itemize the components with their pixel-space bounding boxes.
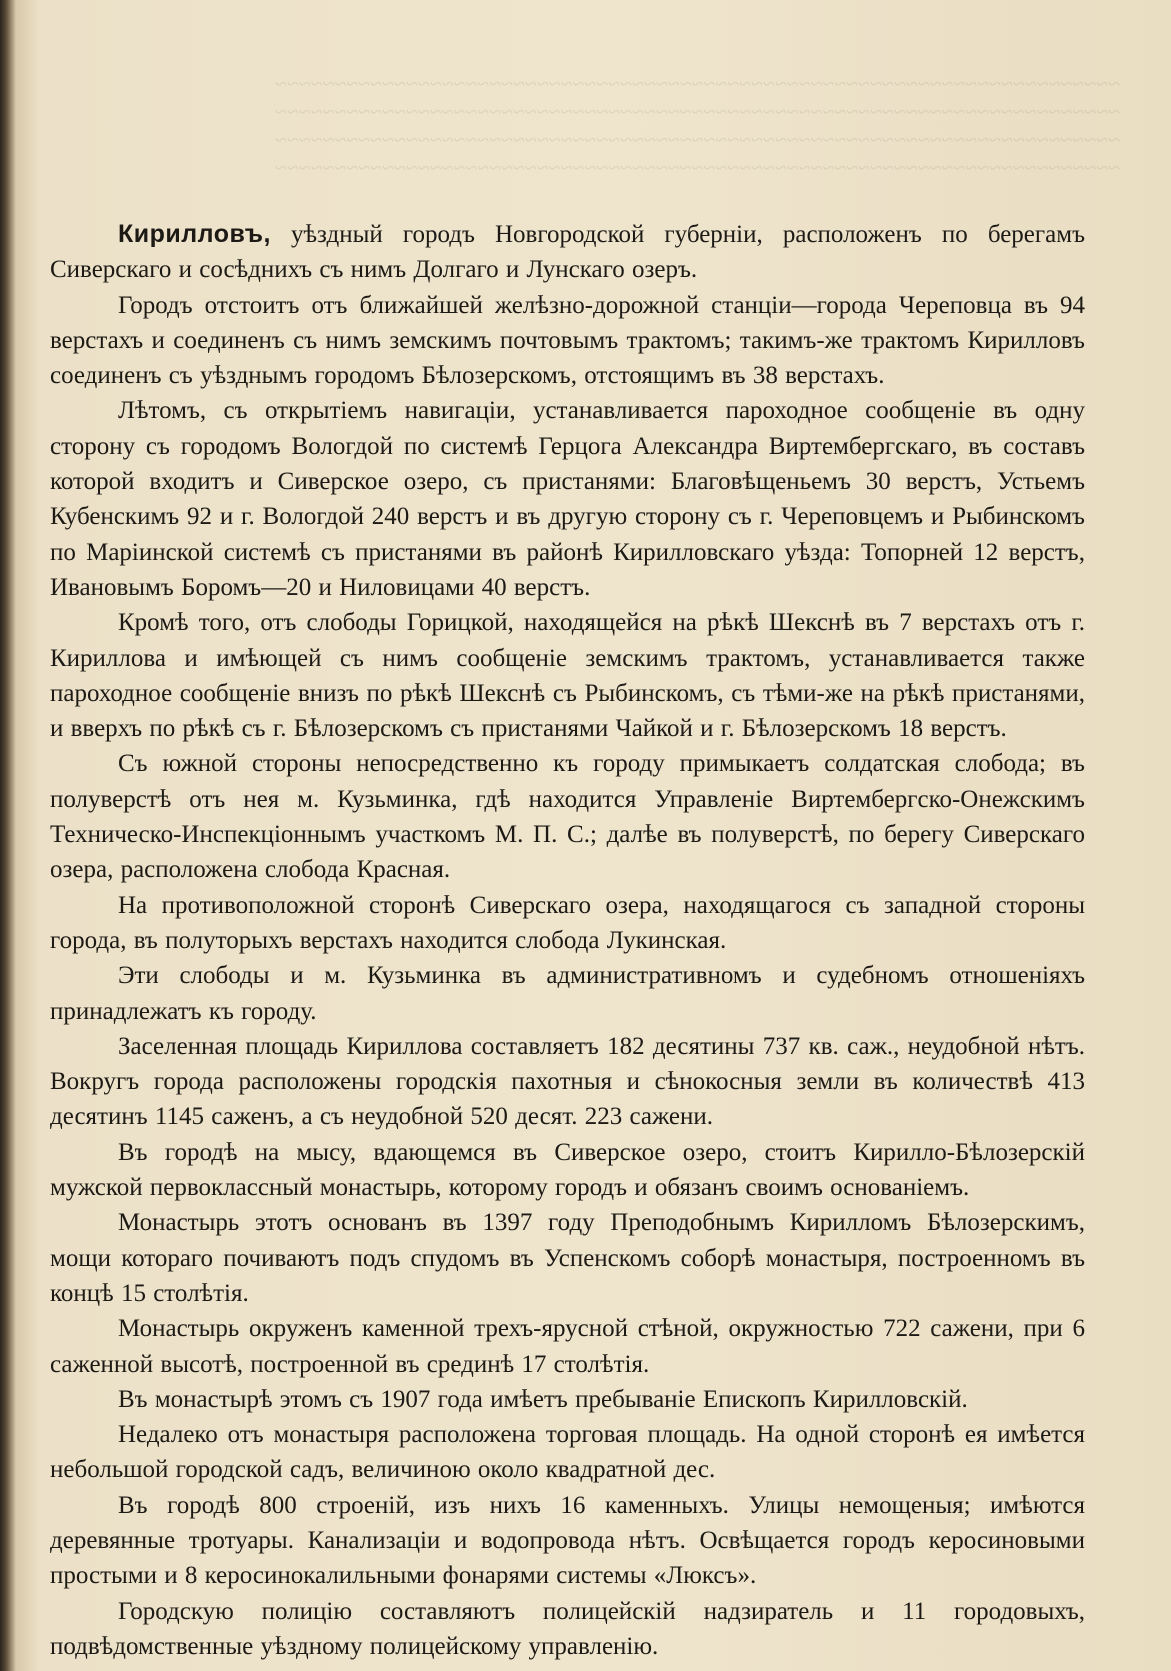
paragraph: Монастырь окруженъ каменной трехъ-ярусной стѣной, окружностью 722 сажени, при 6 саженной высотѣ, построенной въ срединѣ 17 столѣтія. [50, 1315, 1085, 1378]
paragraph: Монастырь этотъ основанъ въ 1397 году Преподобнымъ Кирилломъ Бѣлозерскимъ, мощи котораго почиваютъ подъ спудомъ въ Успенскомъ соборѣ монастыря, построенномъ въ концѣ 15 столѣтія. [50, 1209, 1085, 1307]
paragraph: Съ южной стороны непосредственно къ городу примыкаетъ солдатская слобода; въ полуверстѣ отъ нея м. Кузьминка, гдѣ находится Управленіе Виртембергско-Онежскимъ Техническо-Инспекціоннымъ участкомъ М. П. С.; далѣе въ полуверстѣ, по берегу Сиверскаго озера, расположена слобода Красная. [50, 750, 1085, 884]
paragraph: Въ монастырѣ этомъ съ 1907 года имѣетъ пребываніе Епископъ Кирилловскій. [118, 1385, 968, 1413]
paragraph: Лѣтомъ, съ открытіемъ навигаціи, устанавливается пароходное сообщеніе въ одну сторону съ городомъ Вологдой по системѣ Герцога Александра Виртембергскаго, въ составъ которой входитъ и Сиверское озеро, съ пристанями: Благовѣщеньемъ 30 верстъ, Устьемъ Кубенскимъ 92 и г. Вологдой 240 верстъ и въ другую сторону съ г. Череповцемъ и Рыбинскомъ по Маріинской системѣ съ пристанями въ районѣ Кирилловскаго уѣзда: Топорней 12 верстъ, Ивановымъ Боромъ—20 и Ниловицами 40 верстъ. [50, 397, 1085, 601]
article-body [50, 217, 1085, 1664]
paragraph: Городъ отстоитъ отъ ближайшей желѣзно-дорожной станціи—города Череповца въ 94 верстахъ и соединенъ съ нимъ земскимъ почтовымъ трактомъ; такимъ-же трактомъ Кирилловъ соединенъ съ уѣзднымъ городомъ Бѣлозерскомъ, отстоящимъ въ 38 верстахъ. [50, 291, 1085, 390]
paragraph: Эти слободы и м. Кузьминка въ административномъ и судебномъ отношеніяхъ принадлежатъ къ городу. [50, 962, 1085, 1025]
paragraph [50, 217, 1085, 288]
paragraph: Кромѣ того, отъ слободы Горицкой, находящейся на рѣкѣ Шекснѣ въ 7 верстахъ отъ г. Кириллова и имѣющей съ нимъ сообщеніе земскимъ трактомъ, устанавливается также пароходное сообщеніе внизъ по рѣкѣ Шекснѣ съ Рыбинскомъ, съ тѣми-же на рѣкѣ пристанями, и вверхъ по рѣкѣ съ г. Бѣлозерскомъ съ пристанями Чайкой и г. Бѣлозерскомъ 18 верстъ. [50, 609, 1085, 743]
paragraph: На противоположной сторонѣ Сиверскаго озера, находящагося съ западной стороны города, въ полуторыхъ верстахъ находится слобода Лукинская. [50, 891, 1085, 954]
paragraph-text: уѣздный городъ Новгородской губерніи, расположенъ по берегамъ Сиверскаго и сосѣднихъ съ нимъ Долгаго и Лунскаго озеръ. [50, 221, 1086, 284]
paragraph: Заселенная площадь Кириллова составляетъ 182 десятины 737 кв. саж., неудобной нѣтъ. Вокругъ города расположены городскія пахотныя и сѣнокосныя земли въ количествѣ 413 десятинъ 1145 саженъ, а съ неудобной 520 десят. 223 сажени. [50, 1032, 1085, 1131]
bleed-through-text: ~~~~~~~~~~~~~~~~~~~~~~~~~~~~~~~~~~~~~~~~~~~~~~~~~~~~~~~~~~~~~~~~~~~~~~~ ~~~~~~~~~~~~~~~~~~~~~~~~~~~~~~~~~~~~~~~~~~~~~~~~~~~~~~~~~~~~~~~~~~~~~~~ ~~~~~~~~~~~~~~~~~~~~~~~~~~~~~~~~~~~~~~~~~~~~~~~~~~~~~~~~~~~~~~~~~~~~~~~ ~~~~~~~~~~~~~~~~~~~~~~~~~~~~~~~~~~~~~~~~~~~~~~~~~~~~~~~~~~~~~~~~~~~~~~~ [274, 71, 1120, 180]
heading-word: Кирилловъ, [118, 220, 271, 248]
paragraph: Въ городѣ 800 строеній, изъ нихъ 16 каменныхъ. Улицы немощеныя; имѣются деревянные тротуары. Канализаціи и водопровода нѣтъ. Освѣщается городъ керосиновыми простыми и 8 керосинокалильными фонарями системы «Люксъ». [50, 1491, 1085, 1590]
paragraph: Въ городѣ на мысу, вдающемся въ Сиверское озеро, стоитъ Кирилло-Бѣлозерскій мужской первоклассный монастырь, которому городъ и обязанъ своимъ основаніемъ. [50, 1138, 1085, 1202]
paragraph: Недалеко отъ монастыря расположена торговая площадь. На одной сторонѣ ея имѣется небольшой городской садъ, величиною около квадратной дес. [50, 1421, 1085, 1484]
paragraph: Городскую полицію составляютъ полицейскій надзиратель и 11 городовыхъ, подвѣдомственные уѣздному полицейскому управленію. [50, 1597, 1085, 1660]
